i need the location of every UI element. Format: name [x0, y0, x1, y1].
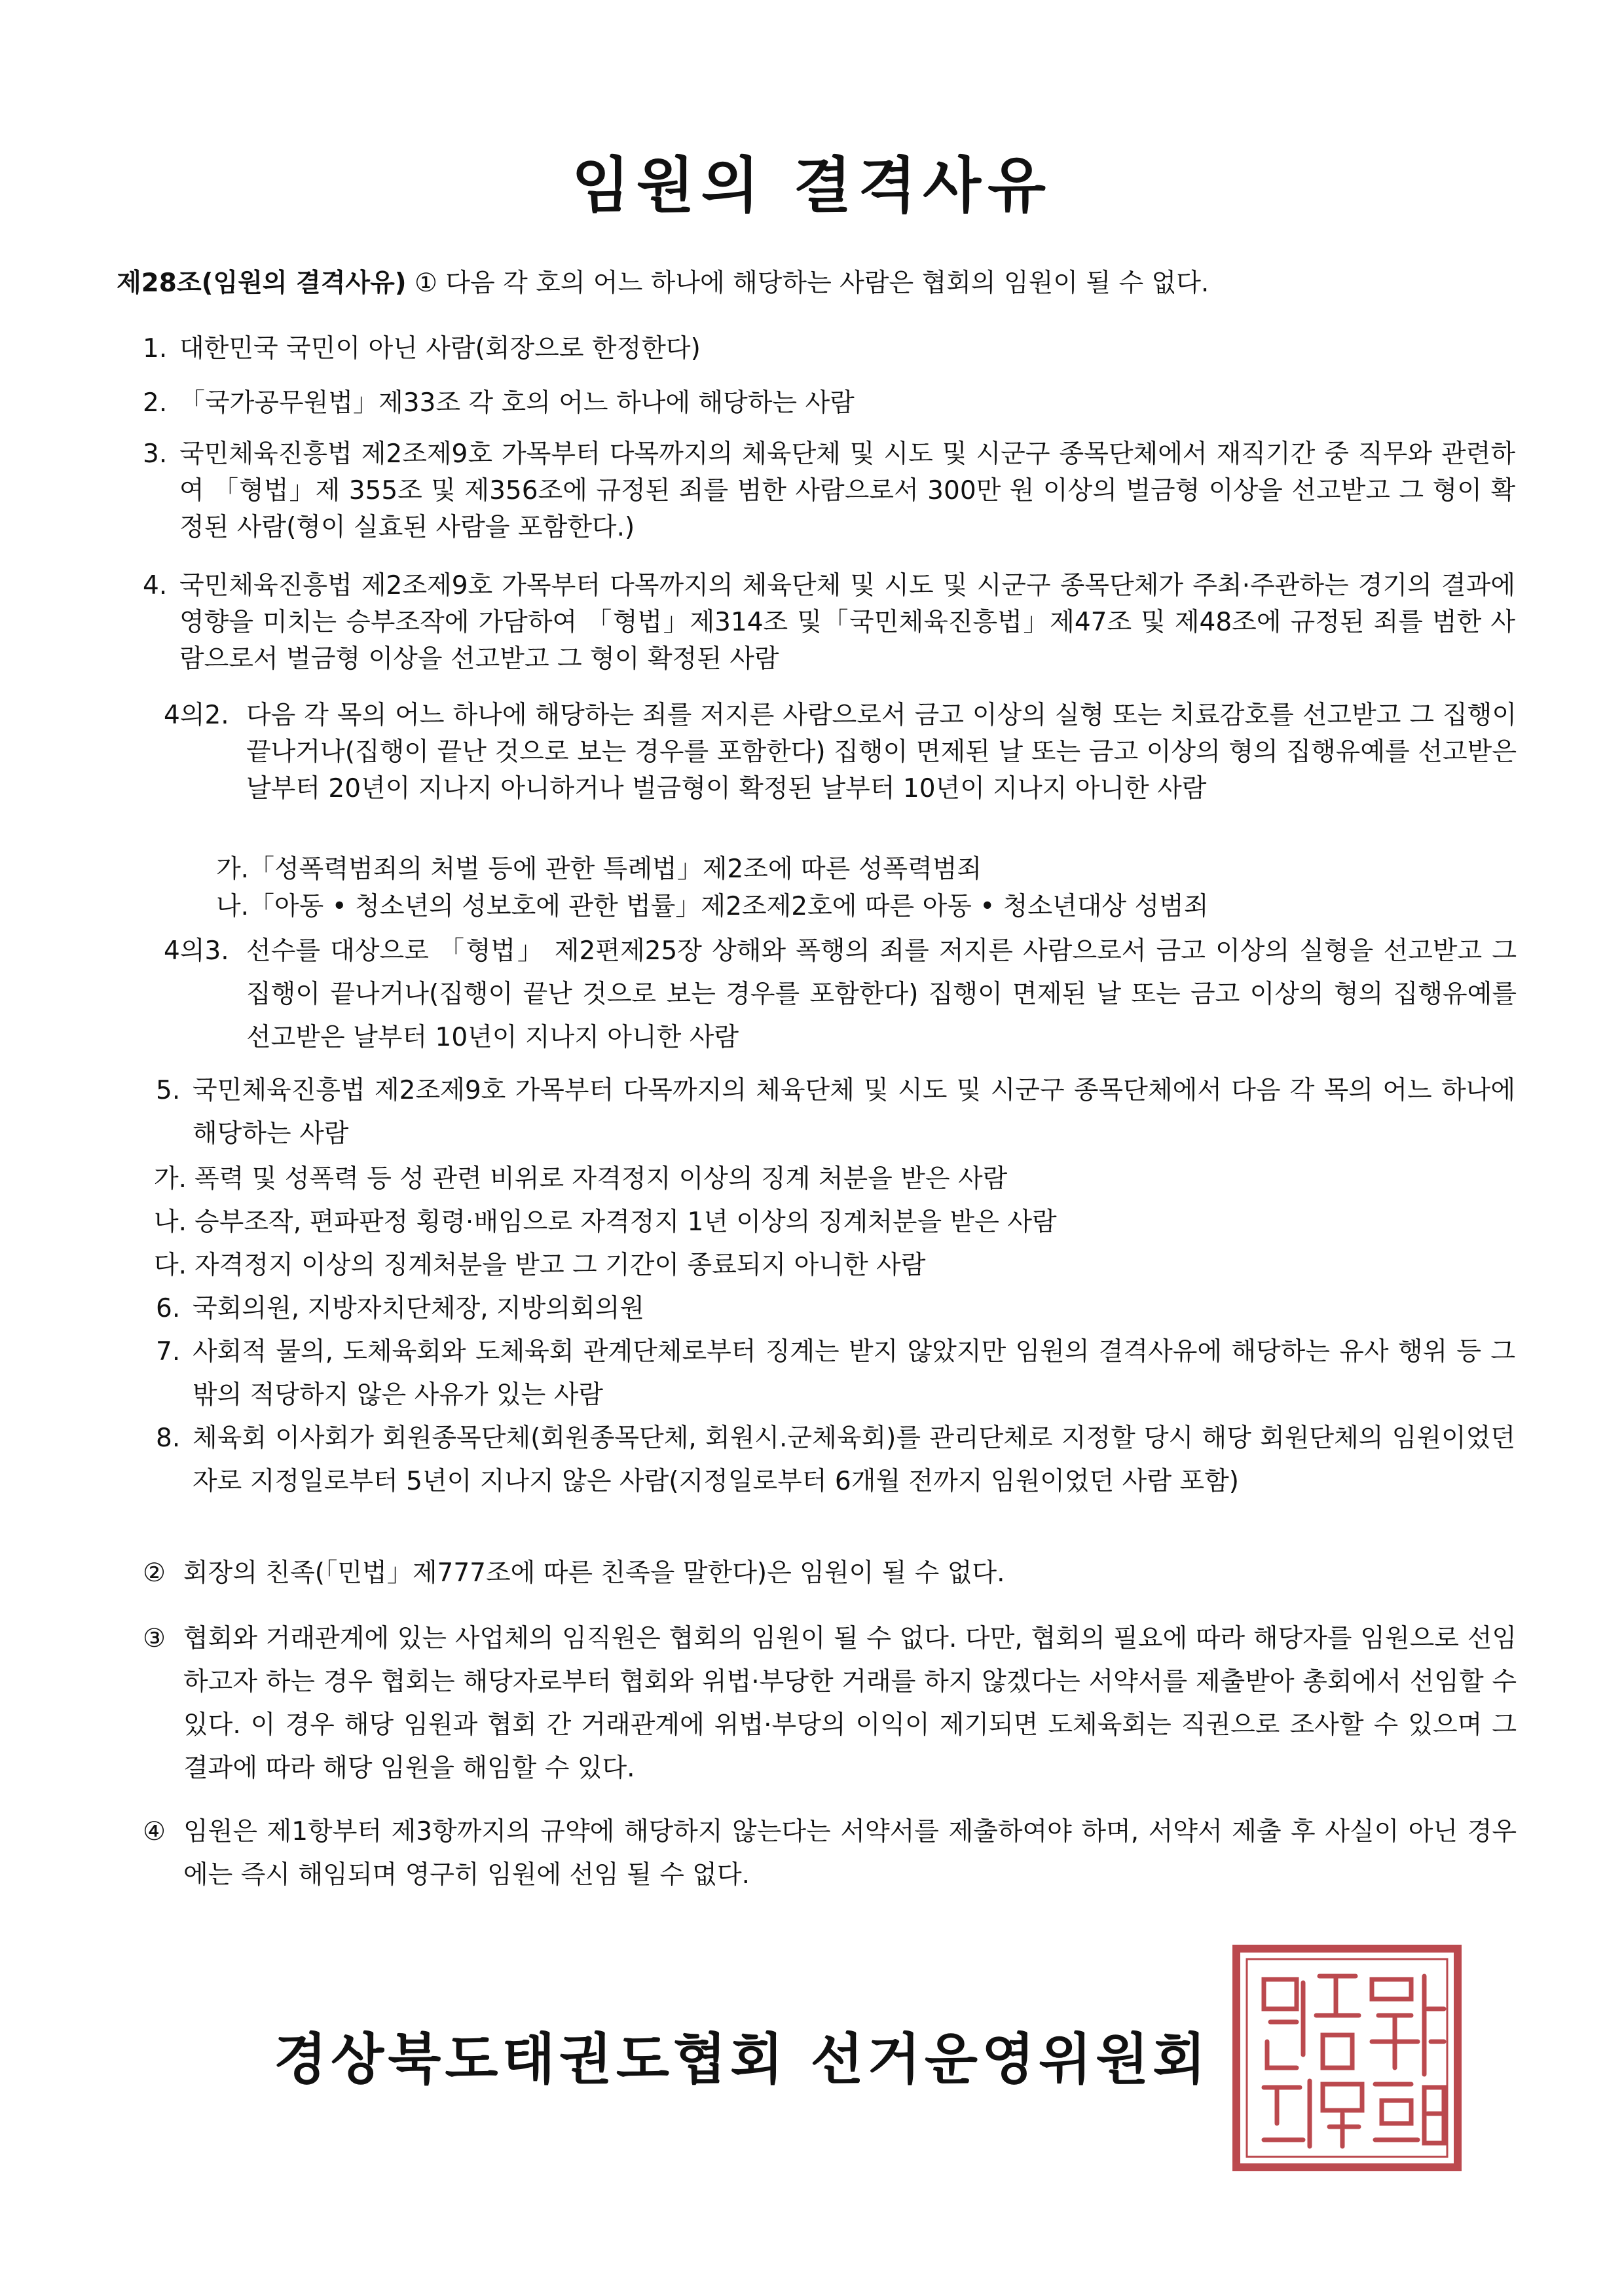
item-text: 체육회 이사회가 회원종목단체(회원종목단체, 회원시.군체육회)를 관리단체로 지정할 당시 해당 회원단체의 임원이었던 자로 지정일로부터 5년이 지나지 않은 사람(지정일로부터 6개월 전까지 임원이었던 사람 포함) — [193, 1423, 1515, 1496]
item-text: 「국가공무원법」제33조 각 호의 어느 하나에 해당하는 사람 — [179, 388, 855, 418]
item-number: 4. — [143, 571, 168, 600]
item-number: 1. — [143, 334, 168, 363]
item-text: 국민체육진흥법 제2조제9호 가목부터 다목까지의 체육단체 및 시도 및 시군구 종목단체가 주최·주관하는 경기의 결과에 영향을 미치는 승부조작에 가담하여 「형법」제314조 및「국민체육진흥법」제47조 및 제48조에 규정된 죄를 범한 사람으로서 벌금형 이상을 선고받고 그 형이 확정된 사람 — [179, 571, 1515, 674]
item-number: 다. — [154, 1251, 187, 1280]
paragraph-number: ② — [143, 1558, 166, 1588]
page-title: 임원의 결격사유 — [571, 151, 1053, 221]
item-text: 사회적 물의, 도체육회와 도체육회 관계단체로부터 징계는 받지 않았지만 임원의 결격사유에 해당하는 유사 행위 등 그 밖의 적당하지 않은 사유가 있는 사람 — [193, 1337, 1515, 1410]
item-text: 국회의원, 지방자치단체장, 지방의회의원 — [193, 1294, 645, 1323]
item-text: 대한민국 국민이 아닌 사람(회장으로 한정한다) — [179, 334, 701, 363]
item-text: 「성폭력범죄의 처벌 등에 관한 특례법」제2조에 따른 성폭력범죄 — [249, 854, 982, 884]
article-intro — [117, 265, 1506, 302]
item-number: 2. — [143, 388, 168, 418]
item-number: 5. — [156, 1076, 181, 1105]
item-text: 폭력 및 성폭력 등 성 관련 비위로 자격정지 이상의 징계 처분을 받은 사람 — [194, 1164, 1008, 1194]
item-number: 4의2. — [164, 701, 229, 730]
paragraph-number: ③ — [143, 1624, 166, 1653]
item-number: 8. — [156, 1423, 181, 1453]
item-text: 국민체육진흥법 제2조제9호 가목부터 다목까지의 체육단체 및 시도 및 시군구 종목단체에서 다음 각 목의 어느 하나에 해당하는 사람 — [193, 1076, 1515, 1148]
article-heading: 제28조(임원의 결격사유) — [117, 268, 407, 298]
item-number: 3. — [143, 439, 168, 469]
item-number: 나. — [154, 1207, 187, 1237]
item-number: 4의3. — [164, 936, 229, 966]
paragraph-number: ④ — [143, 1817, 166, 1846]
item-number: 가. — [154, 1164, 187, 1194]
item-text: 자격정지 이상의 징계처분을 받고 그 기간이 종료되지 아니한 사람 — [194, 1251, 926, 1280]
issuer-name: 경상북도태권도협회 선거운영위원회 — [274, 2027, 1210, 2091]
article-intro-text: ① 다음 각 호의 어느 하나에 해당하는 사람은 협회의 임원이 될 수 없다. — [414, 268, 1209, 298]
paragraph-text: 임원은 제1항부터 제3항까지의 규약에 해당하지 않는다는 서약서를 제출하여야 하며, 서약서 제출 후 사실이 아닌 경우에는 즉시 해임되며 영구히 임원에 선임 될 수 없다. — [183, 1817, 1517, 1890]
item-text: 선수를 대상으로 「형법」 제2편제25장 상해와 폭행의 죄를 저지른 사람으로서 금고 이상의 실형을 선고받고 그 집행이 끝나거나(집행이 끝난 것으로 보는 경우를 포함한다) 집행이 면제된 날 또는 금고 이상의 형의 집행유예를 선고받은 날부터 10년이 지나지 아니한 사람 — [246, 936, 1517, 1052]
official-seal-stamp — [1231, 1943, 1463, 2173]
item-text: 다음 각 목의 어느 하나에 해당하는 죄를 저지른 사람으로서 금고 이상의 실형 또는 치료감호를 선고받고 그 집행이 끝나거나(집행이 끝난 것으로 보는 경우를 포함한다) 집행이 면제된 날 또는 금고 이상의 형의 집행유예를 선고받은 날부터 20년이 지나지 아니하거나 벌금형이 확정된 날부터 10년이 지나지 아니한 사람 — [246, 701, 1517, 803]
item-number: 6. — [156, 1294, 181, 1323]
paragraph-text: 협회와 거래관계에 있는 사업체의 임직원은 협회의 임원이 될 수 없다. 다만, 협회의 필요에 따라 해당자를 임원으로 선임하고자 하는 경우 협회는 해당자로부터 협회와 위법·부당한 거래를 하지 않겠다는 서약서를 제출받아 총회에서 선임할 수 있다. 이 경우 해당 임원과 협회 간 거래관계에 위법·부당의 이익이 제기되면 도체육회는 직권으로 조사할 수 있으며 그 결과에 따라 해당 임원을 해임할 수 있다. — [183, 1624, 1517, 1783]
item-text: 「아동 • 청소년의 성보호에 관한 법률」제2조제2호에 따른 아동 • 청소년대상 성범죄 — [249, 892, 1209, 921]
item-number: 나. — [216, 892, 249, 921]
item-text: 국민체육진흥법 제2조제9호 가목부터 다목까지의 체육단체 및 시도 및 시군구 종목단체에서 재직기간 중 직무와 관련하여 「형법」제 355조 및 제356조에 규정된 죄를 범한 사람으로서 300만 원 이상의 벌금형 이상을 선고받고 그 형이 확정된 사람(형이 실효된 사람을 포함한다.) — [179, 439, 1515, 542]
item-text: 승부조작, 편파판정 횡령·배임으로 자격정지 1년 이상의 징계처분을 받은 사람 — [194, 1207, 1057, 1237]
item-number: 가. — [216, 854, 249, 884]
item-number: 7. — [156, 1337, 181, 1367]
paragraph-text: 회장의 친족(「민법」제777조에 따른 친족을 말한다)은 임원이 될 수 없다. — [183, 1558, 1005, 1588]
